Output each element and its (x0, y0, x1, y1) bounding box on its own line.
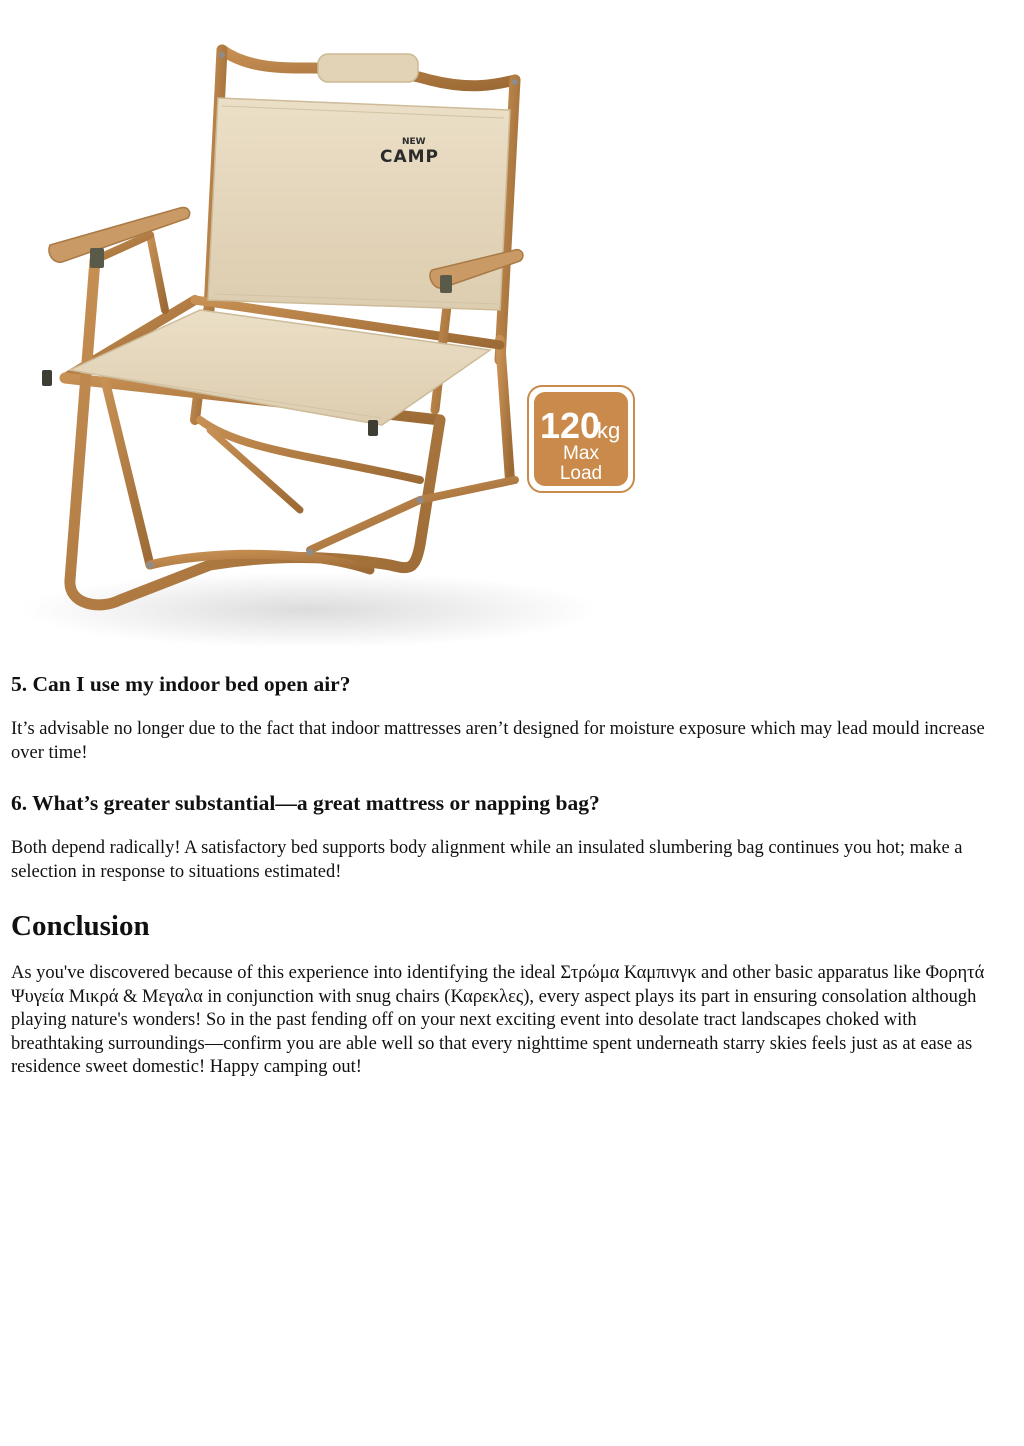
chair-seat (70, 310, 490, 425)
logo-text: CAMP (380, 147, 440, 167)
max-load-badge (528, 386, 634, 492)
faq-5-title: 5. Can I use my indoor bed open air? (11, 672, 351, 696)
seat-end-cap-right (368, 420, 378, 436)
left-armrest (49, 208, 190, 263)
right-hinge (440, 275, 452, 293)
badge-number: 120 (540, 405, 601, 446)
chair-shadow (20, 572, 600, 648)
badge-unit: kg (597, 418, 621, 443)
seat-end-cap-left (42, 370, 52, 386)
left-hinge (90, 248, 104, 268)
faq-5-answer: It’s advisable no longer due to the fact that indoor mattresses aren’t designed for moisture exposure which may lead mould increase over time! (11, 719, 985, 763)
conclusion-paragraph: As you've discovered because of this experience into identifying the ideal Στρώμα Καμπινγκ and other basic apparatus like Φορητά Ψυγεία Μικρά & Μεγαλα in conjunction with snug chairs (Καρεκλες), every aspect plays its part in ensuring consolation although playing nature's wonders! So in the past fending off on your next exciting event into desolate tract landscapes choked with breathtaking surroundings—confirm you are able well so that every nighttime spent underneath starry skies feels just as at ease as residence sweet domestic! Happy camping out! (11, 963, 985, 1077)
conclusion-heading: Conclusion (11, 910, 150, 942)
logo-small-text: NEW (402, 137, 426, 147)
article-content (11, 670, 1011, 1080)
badge-line-1: Max (563, 443, 599, 464)
badge-line-2: Load (559, 463, 603, 484)
chair-handle-grip (318, 54, 418, 82)
faq-6-answer: Both depend radically! A satisfactory bed supports body alignment while an insulated slumbering bag continues you hot; make a selection in response to situations estimated! (11, 838, 963, 882)
product-image (10, 10, 644, 650)
faq-6-title: 6. What’s greater substantial—a great mattress or napping bag? (11, 791, 600, 815)
